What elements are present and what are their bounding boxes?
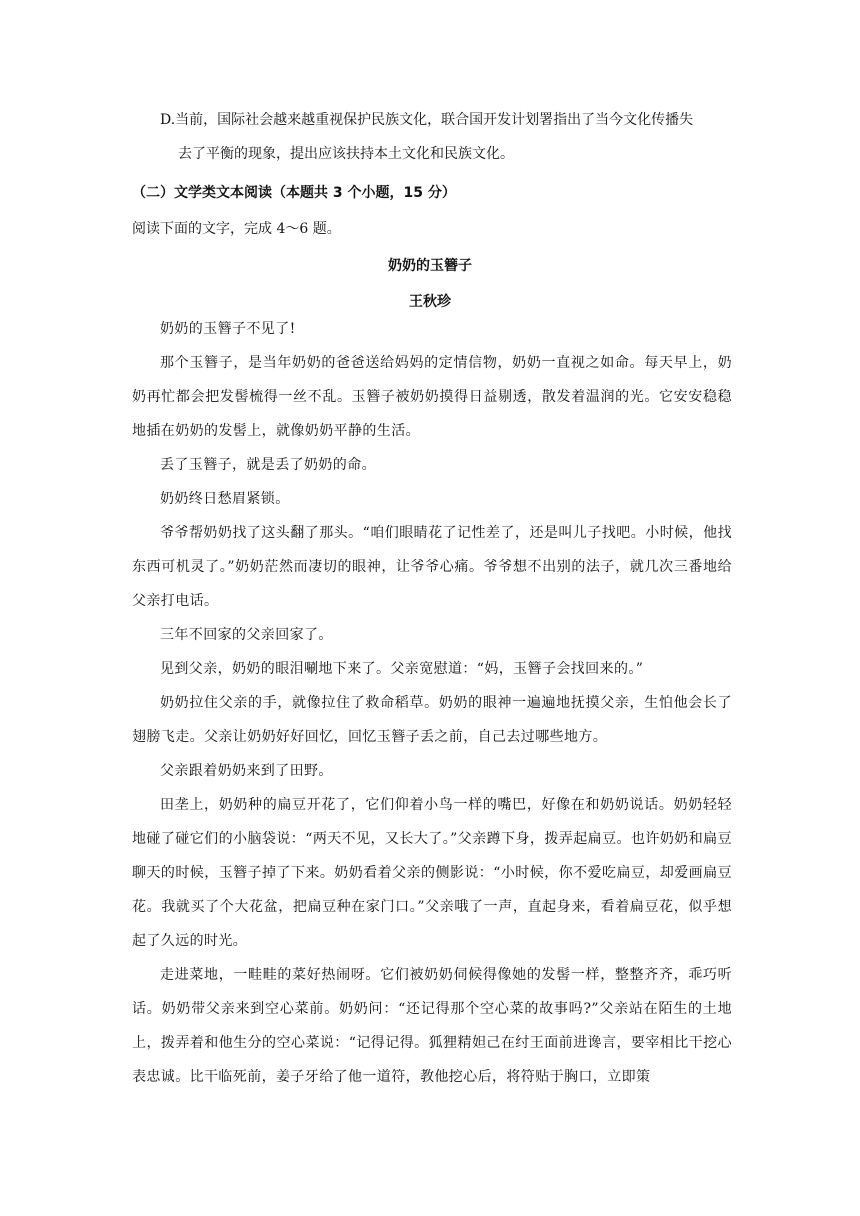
paragraph-2: 那个玉簪子，是当年奶奶的爸爸送给妈妈的定情信物，奶奶一直视之如命。每天早上，奶奶再忙都会把发髻梳得一丝不乱。玉簪子被奶奶摸得日益剔透，散发着温润的光。它安安稳稳地插在奶奶的发髻上，就像奶奶平静的生活。	[132, 355, 732, 439]
paragraph-9: 父亲跟着奶奶来到了田野。	[160, 763, 333, 779]
paragraph-6: 三年不回家的父亲回家了。	[160, 627, 333, 643]
article-author: 王秋珍	[409, 294, 451, 310]
option-d-line-1: D.当前，国际社会越来越重视保护民族文化，联合国开发计划署指出了当今文化传播失	[160, 112, 694, 128]
reading-instruction: 阅读下面的文字，完成 4～6 题。	[132, 221, 341, 237]
paragraph-8: 奶奶拉住父亲的手，就像拉住了救命稻草。奶奶的眼神一遍遍地抚摸父亲，生怕他会长了翅膀飞走。父亲让奶奶好好回忆，回忆玉簪子丢之前，自己去过哪些地方。	[132, 695, 732, 745]
section-heading: （二）文学类文本阅读（本题共 3 个小题，15 分）	[132, 185, 456, 201]
paragraph-7: 见到父亲，奶奶的眼泪唰地下来了。父亲宽慰道：“妈，玉簪子会找回来的。”	[160, 661, 644, 677]
paragraph-5: 爷爷帮奶奶找了这头翻了那头。“咱们眼睛花了记性差了，还是叫儿子找吧。小时候，他找东西可机灵了。”奶奶茫然而凄切的眼神，让爷爷心痛。爷爷想不出别的法子，就几次三番地给父亲打电话。	[132, 525, 732, 609]
paragraph-11: 走进菜地，一畦畦的菜好热闹呀。它们被奶奶伺候得像她的发髻一样，整整齐齐，乖巧听话。奶奶带父亲来到空心菜前。奶奶问：“还记得那个空心菜的故事吗?”父亲站在陌生的土地上，拨弄着和他生分的空心菜说：“记得记得。狐狸精妲己在纣王面前进谗言，要宰相比干挖心表忠诚。比干临死前，姜子牙给了他一道符，教他挖心后，将符贴于胸口，立即策	[132, 967, 732, 1085]
paragraph-4: 奶奶终日愁眉紧锁。	[160, 491, 290, 507]
option-d-line-2: 去了平衡的现象，提出应该扶持本土文化和民族文化。	[178, 146, 514, 162]
paragraph-3: 丢了玉簪子，就是丢了奶奶的命。	[160, 457, 376, 473]
paragraph-1: 奶奶的玉簪子不见了!	[160, 321, 296, 337]
paragraph-10: 田垄上，奶奶种的扁豆开花了，它们仰着小鸟一样的嘴巴，好像在和奶奶说话。奶奶轻轻地碰了碰它们的小脑袋说：“两天不见，又长大了。”父亲蹲下身，拨弄起扁豆。也许奶奶和扁豆聊天的时候，玉簪子掉了下来。奶奶看着父亲的侧影说：“小时候，你不爱吃扁豆，却爱画扁豆花。我就买了个大花盆，把扁豆种在家门口。”父亲哦了一声，直起身来，看着扁豆花，似乎想起了久远的时光。	[132, 797, 732, 949]
article-title: 奶奶的玉簪子	[388, 258, 472, 274]
